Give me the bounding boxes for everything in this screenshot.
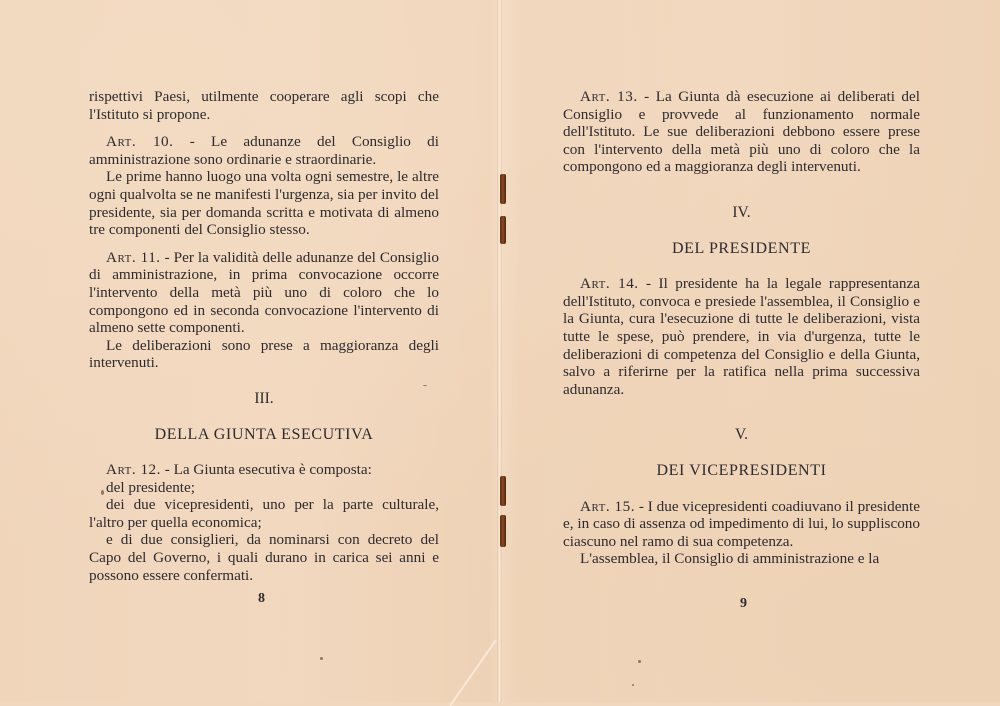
list-item: dei due vicepresidenti, uno per la parte culturale, l'altro per quella economica; — [89, 496, 439, 531]
article-text: - Il presidente ha la legale rappresentanza dell'Istituto, convoca e presiede l'assemblea, il Consiglio e la Giunta, cura l'esecuzione di tutte le deliberazioni, vista tutte le spese, può prendere, in via d'urgenza, tutte le deliberazioni di competenza del Consiglio e della Giunta, salvo a riferirne per la ratifica nella prima successiva adunanza. — [563, 275, 920, 398]
article-label: Art. 13. — [580, 88, 638, 105]
article-12 — [89, 461, 439, 479]
right-page-text — [563, 88, 920, 568]
section-title: DEL PRESIDENTE — [672, 239, 811, 257]
article-10-paragraph-2: Le prime hanno luogo una volta ogni semestre, le altre ogni qualvolta se ne manifesti l'urgenza, sia per invito del presidente, sia per domanda scritta e motivata di almeno tre componenti del Consiglio stesso. — [89, 168, 439, 239]
article-11-paragraph-2: Le deliberazioni sono prese a maggioranza degli intervenuti. — [89, 336, 439, 372]
article-label: Art. 15. — [580, 497, 635, 515]
section-title: DELLA GIUNTA ESECUTIVA — [154, 425, 374, 443]
article-11 — [89, 249, 439, 337]
paper-speck — [632, 684, 634, 686]
left-page — [0, 0, 498, 702]
paper-speck — [423, 385, 427, 386]
section-number: III. — [254, 389, 274, 407]
article-14 — [563, 275, 920, 398]
paper-speck — [320, 657, 323, 660]
article-label: Art. 11. — [106, 248, 161, 266]
paper-speck — [101, 490, 104, 495]
article-text: - Per la validità delle adunanze del Consiglio di amministrazione, in prima convocazione occorre l'intervento della metà più uno di coloro che lo compongono ed in seconda convocazione l'intervento di almeno sette componenti. — [89, 248, 439, 337]
paper-speck — [638, 660, 641, 663]
article-15-paragraph-2: L'assemblea, il Consiglio di amministrazione e la — [580, 550, 880, 568]
article-text: - La Giunta dà esecuzione ai deliberati del Consiglio e provvede al funzionamento normale dell'Istituto. Le sue deliberazioni debbono essere prese con l'intervento della metà più uno di coloro che la compongono ed a maggioranza degli intervenuti. — [563, 88, 920, 176]
article-text: - I due vicepresidenti coadiuvano il presidente e, in caso di assenza od impedimento di lui, lo suppliscono ciascuno nel ramo di sua competenza. — [563, 497, 920, 550]
page-number: 9 — [740, 596, 747, 611]
article-label: Art. 12. — [106, 461, 161, 479]
right-page — [502, 0, 1000, 702]
list-item: del presidente; — [106, 478, 195, 496]
article-text: - La Giunta esecutiva è composta: — [160, 461, 372, 479]
article-label: Art. 14. — [580, 275, 639, 293]
paragraph-continuation: rispettivi Paesi, utilmente cooperare agli scopi che l'Istituto si propone. — [89, 88, 439, 123]
section-number: V. — [734, 426, 749, 444]
section-title: DEI VICEPRESIDENTI — [656, 461, 827, 479]
page-number: 8 — [258, 591, 265, 606]
article-10 — [89, 133, 439, 168]
article-text: - Le adunanze del Consiglio di amministrazione sono ordinarie e straordinarie. — [89, 133, 439, 168]
article-13 — [563, 88, 920, 176]
list-item: e di due consiglieri, da nominarsi con decreto del Capo del Governo, i quali durano in carica sei anni e possono essere confermati. — [89, 531, 439, 584]
left-page-text — [89, 88, 439, 584]
article-15 — [563, 498, 920, 551]
article-label: Art. 10. — [106, 133, 174, 151]
section-number: IV. — [732, 203, 751, 221]
